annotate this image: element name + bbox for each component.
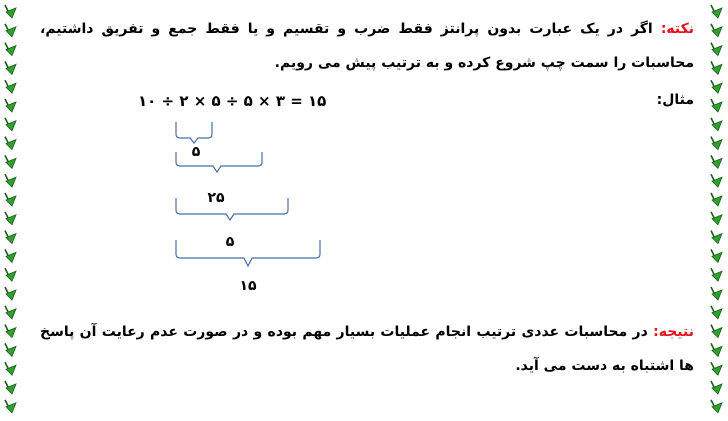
green-arrow-icon	[711, 287, 722, 300]
green-arrow-icon	[711, 118, 722, 131]
green-arrow-icon	[5, 193, 16, 206]
bracket-step-4	[176, 240, 320, 266]
green-arrow-icon	[5, 362, 16, 375]
green-arrow-icon	[711, 231, 722, 244]
green-arrow-icon	[5, 287, 16, 300]
result-text: در محاسبات عددی ترتیب انجام عملیات بسیار مهم بوده و در صورت عدم رعایت آن پاسخ ها اشتباه به دست می آید.	[40, 324, 694, 374]
step-result-4: ۱۵	[239, 278, 257, 294]
decorative-border-left	[3, 2, 19, 421]
green-arrow-icon	[5, 99, 16, 112]
green-arrow-icon	[711, 249, 722, 262]
result-paragraph	[40, 315, 694, 383]
green-arrow-icon	[5, 343, 16, 356]
green-arrow-icon	[5, 5, 16, 18]
green-arrow-icon	[5, 212, 16, 225]
green-arrow-icon	[711, 61, 722, 74]
example-label: مثال:	[656, 92, 694, 108]
green-arrow-icon	[711, 137, 722, 150]
step-result-1: ۵	[191, 144, 201, 160]
green-arrow-icon	[711, 381, 722, 394]
lesson-content	[40, 0, 694, 421]
green-arrow-icon	[711, 400, 722, 413]
green-arrow-icon	[711, 5, 722, 18]
green-arrow-icon	[5, 24, 16, 37]
green-arrow-icon	[711, 343, 722, 356]
green-arrow-icon	[5, 155, 16, 168]
green-arrow-icon	[5, 306, 16, 319]
note-label: نکته:	[660, 21, 695, 37]
green-arrow-icon	[711, 155, 722, 168]
green-arrow-icon	[711, 24, 722, 37]
green-arrow-icon	[711, 362, 722, 375]
result-label: نتیجه:	[653, 324, 694, 340]
arrow-border-icons	[709, 2, 725, 421]
green-arrow-icon	[711, 325, 722, 338]
green-arrow-icon	[5, 118, 16, 131]
green-arrow-icon	[5, 43, 16, 56]
bracket-step-3	[176, 198, 288, 220]
note-text: اگر در یک عبارت بدون پرانتز فقط ضرب و تقسیم و یا فقط جمع و تفریق داشتیم، محاسبات را سمت چپ شروع کرده و به ترتیب پیش می رویم.	[40, 21, 694, 71]
green-arrow-icon	[5, 174, 16, 187]
green-arrow-icon	[711, 306, 722, 319]
green-arrow-icon	[711, 80, 722, 93]
bracket-step-1	[176, 122, 212, 143]
green-arrow-icon	[5, 400, 16, 413]
step-result-3: ۵	[225, 234, 235, 250]
green-arrow-icon	[711, 212, 722, 225]
arrow-border-icons	[3, 2, 19, 421]
green-arrow-icon	[711, 268, 722, 281]
bracket-lines	[120, 110, 340, 310]
decorative-border-right	[709, 2, 725, 421]
green-arrow-icon	[711, 174, 722, 187]
bracket-step-2	[176, 152, 262, 172]
green-arrow-icon	[5, 325, 16, 338]
note-paragraph	[40, 12, 694, 80]
green-arrow-icon	[5, 231, 16, 244]
green-arrow-icon	[711, 43, 722, 56]
green-arrow-icon	[5, 61, 16, 74]
green-arrow-icon	[5, 137, 16, 150]
green-arrow-icon	[711, 193, 722, 206]
example-expression: ۱۰ ÷ ۲ × ۵ ÷ ۵ × ۳ = ۱۵	[138, 92, 327, 110]
green-arrow-icon	[5, 249, 16, 262]
step-result-2: ۲۵	[207, 190, 225, 206]
green-arrow-icon	[5, 268, 16, 281]
green-arrow-icon	[711, 99, 722, 112]
green-arrow-icon	[5, 80, 16, 93]
green-arrow-icon	[5, 381, 16, 394]
